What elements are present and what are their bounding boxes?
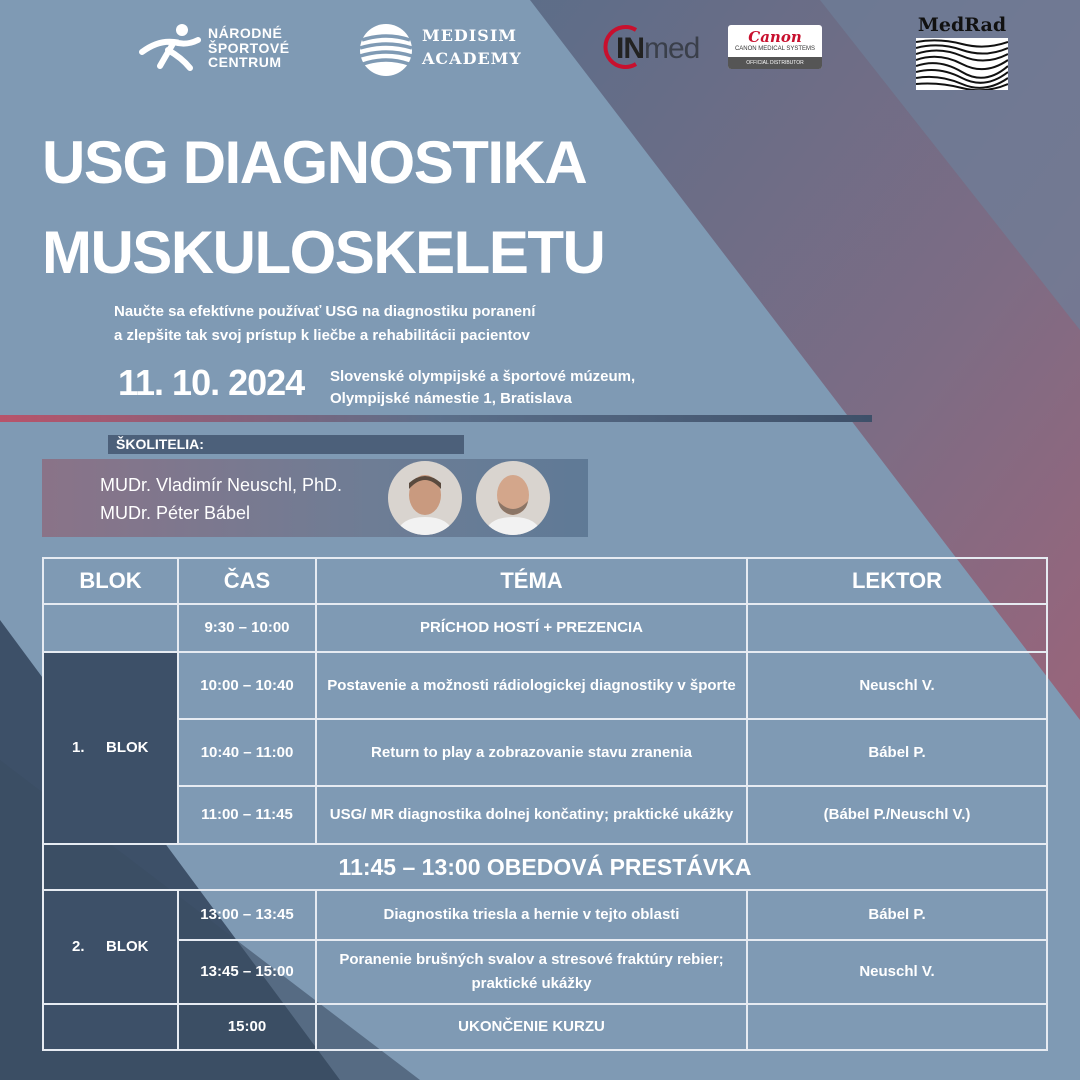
topic-cell: Postavenie a možnosti rádiologickej diagnostiky v športe	[316, 652, 747, 719]
event-venue	[330, 366, 635, 410]
time-cell: 13:00 – 13:45	[178, 890, 316, 940]
inmed-suffix: med	[644, 32, 700, 65]
time-cell: 13:45 – 15:00	[178, 940, 316, 1004]
medrad-logo	[916, 14, 1008, 90]
medisim-globe-icon	[358, 22, 414, 78]
subtitle-line1: Naučte sa efektívne používať USG na diagnostiku poranení	[114, 303, 536, 320]
canon-badge: OFFICIAL DISTRIBUTOR	[728, 57, 822, 69]
lecturers-box	[42, 459, 588, 537]
medisim-line1: MEDISIM	[422, 26, 518, 45]
time-cell: 10:40 – 11:00	[178, 719, 316, 786]
block-name: BLOK	[106, 739, 149, 756]
table-row	[43, 940, 1047, 1004]
lecturer-photo	[476, 461, 550, 535]
header-tema: TÉMA	[316, 558, 747, 604]
topic-cell: UKONČENIE KURZU	[316, 1004, 747, 1050]
lecturer-name: MUDr. Vladimír Neuschl, PhD.	[100, 475, 343, 495]
canon-sub: CANON MEDICAL SYSTEMS	[734, 46, 816, 52]
schedule-table	[42, 557, 1048, 1051]
canon-logo	[728, 25, 822, 69]
canon-brand: Canon	[748, 28, 802, 46]
block-name: BLOK	[106, 938, 149, 955]
nsc-line2: ŠPORTOVÉ	[208, 39, 290, 56]
table-row	[43, 890, 1047, 940]
table-row	[43, 1004, 1047, 1050]
lector-cell	[747, 604, 1047, 652]
time-cell: 9:30 – 10:00	[178, 604, 316, 652]
title-line2: MUSKULOSKELETU	[42, 219, 605, 286]
topic-cell: Diagnostika triesla a hernie v tejto oblasti	[316, 890, 747, 940]
page-title	[42, 118, 604, 298]
table-row	[43, 652, 1047, 719]
blok-cell	[43, 1004, 178, 1050]
lunch-row	[43, 844, 1047, 890]
header-lektor: LEKTOR	[747, 558, 1047, 604]
block-number: 2.	[72, 938, 85, 955]
table-row	[43, 719, 1047, 786]
header-blok: BLOK	[43, 558, 178, 604]
lector-cell: Neuschl V.	[747, 940, 1047, 1004]
header-cas: ČAS	[178, 558, 316, 604]
nsc-logo	[138, 22, 298, 74]
table-header-row	[43, 558, 1047, 604]
runner-icon	[138, 22, 202, 72]
topic-cell: USG/ MR diagnostika dolnej končatiny; praktické ukážky	[316, 786, 747, 844]
blok-cell	[43, 604, 178, 652]
lector-cell: Bábel P.	[747, 890, 1047, 940]
divider-stripe	[0, 415, 872, 422]
block-number: 1.	[72, 739, 85, 756]
block-label	[43, 652, 178, 844]
lecturer-photo	[388, 461, 462, 535]
lector-cell	[747, 1004, 1047, 1050]
time-cell: 10:00 – 10:40	[178, 652, 316, 719]
lecturer-names	[100, 471, 342, 527]
subtitle	[114, 300, 535, 348]
table-row	[43, 786, 1047, 844]
topic-cell: Poranenie brušných svalov a stresové fraktúry rebier; praktické ukážky	[316, 940, 747, 1004]
lector-cell: Neuschl V.	[747, 652, 1047, 719]
medisim-logo	[358, 22, 528, 80]
medisim-line2: ACADEMY	[422, 48, 522, 68]
event-date: 11. 10. 2024	[118, 362, 305, 403]
lecturer-name: MUDr. Péter Bábel	[100, 503, 251, 523]
lecturers-heading: ŠKOLITELIA:	[108, 435, 464, 454]
medrad-wave-icon	[916, 38, 1008, 90]
block-label	[43, 890, 178, 1004]
lunch-break: 11:45 – 13:00 OBEDOVÁ PRESTÁVKA	[43, 844, 1047, 890]
venue-line2: Olympijské námestie 1, Bratislava	[330, 390, 572, 407]
nsc-line1: NÁRODNÉ	[208, 25, 283, 41]
lector-cell: (Bábel P./Neuschl V.)	[747, 786, 1047, 844]
title-line1: USG DIAGNOSTIKA	[42, 129, 587, 196]
time-cell: 11:00 – 11:45	[178, 786, 316, 844]
nsc-line3: CENTRUM	[208, 54, 282, 71]
lector-cell: Bábel P.	[747, 719, 1047, 786]
venue-line1: Slovenské olympijské a športové múzeum,	[330, 368, 636, 385]
table-row	[43, 604, 1047, 652]
topic-cell: PRÍCHOD HOSTÍ + PREZENCIA	[316, 604, 747, 652]
inmed-prefix: IN	[616, 32, 644, 65]
inmed-logo	[602, 24, 712, 70]
medrad-name: MedRad	[917, 14, 1007, 36]
time-cell: 15:00	[178, 1004, 316, 1050]
subtitle-line2: a zlepšite tak svoj prístup k liečbe a rehabilitácii pacientov	[114, 327, 530, 344]
topic-cell: Return to play a zobrazovanie stavu zranenia	[316, 719, 747, 786]
